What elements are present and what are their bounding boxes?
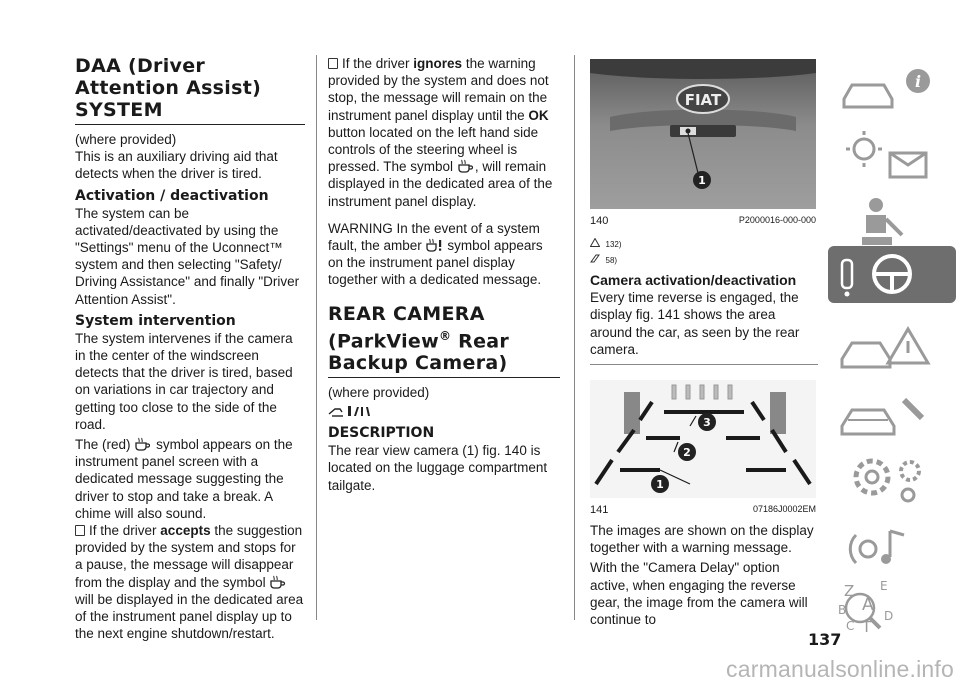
rear-title-a: REAR CAMERA (ParkView bbox=[328, 302, 485, 352]
nav-technical-data[interactable] bbox=[828, 449, 956, 506]
images-text-1: The images are shown on the display together with a warning message. bbox=[590, 523, 814, 556]
nav-safety[interactable] bbox=[828, 193, 956, 250]
note-icon bbox=[590, 254, 600, 263]
activation-text: The system can be activated/deactivated by using the "Settings" menu of the Uconnect™ system and then selecting "Safety/ Driving Assistance" and finally "Driver Attention Assist". bbox=[75, 205, 300, 307]
bullet-icon bbox=[75, 525, 85, 536]
red-post-text: symbol appears on the instrument panel screen with a dedicated message suggesting the driver to stop and take a break. A chime will also sound. bbox=[75, 437, 293, 521]
ignores-mid: the warning provided by the system and does not stop, the message will remain on the instrument panel display until the bbox=[328, 56, 549, 123]
svg-text:i: i bbox=[914, 72, 922, 91]
heading-intervention: System intervention bbox=[75, 312, 236, 329]
coffee-cup-icon bbox=[269, 575, 287, 589]
column-divider bbox=[316, 55, 317, 620]
accepts-mid: the suggestion provided by the system and stops for a pause, the message will disappear from the display and the symbol bbox=[75, 523, 303, 590]
warning-triangle-icon bbox=[590, 238, 600, 247]
index-icon bbox=[828, 578, 956, 635]
nav-starting-driving[interactable] bbox=[828, 246, 956, 303]
coffee-cup-warning-icon bbox=[426, 238, 444, 252]
camera-activation-text: Every time reverse is engaged, the display fig. 141 shows the area around the car, as seen by the rear camera. bbox=[590, 289, 818, 365]
intro-text: This is an auxiliary driving aid that detects when the driver is tired. bbox=[75, 149, 278, 182]
coffee-cup-icon bbox=[134, 437, 152, 451]
column-daa bbox=[75, 55, 305, 642]
ignores-post: , will remain displayed in the dedicated area of the instrument panel display. bbox=[328, 159, 553, 209]
figure-141 bbox=[590, 380, 816, 516]
where-provided-text: (where provided) bbox=[328, 384, 430, 400]
rear-title-b: Rear Backup Camera) bbox=[328, 329, 510, 374]
multimedia-icon bbox=[828, 517, 956, 574]
accepts-paragraph bbox=[75, 522, 305, 642]
ignores-pre: If the driver bbox=[342, 56, 410, 71]
heading-camera-activation: Camera activation/deactivation bbox=[590, 272, 797, 289]
accepts-post: will be displayed in the dedicated area of the instrument panel display up to the next engine shutdown/restart. bbox=[75, 591, 304, 642]
figure-number: 141 bbox=[590, 504, 609, 516]
column-images-text bbox=[590, 522, 818, 628]
svg-text:T: T bbox=[862, 618, 872, 635]
figure-caption bbox=[590, 504, 816, 516]
ref-warning-132 bbox=[590, 236, 818, 253]
figure-code: 07186J0002EM bbox=[752, 504, 816, 514]
accepts-keyword: accepts bbox=[160, 523, 211, 539]
ok-keyword: OK bbox=[528, 107, 549, 123]
car-info-icon bbox=[828, 57, 956, 114]
svg-text:A: A bbox=[862, 595, 874, 615]
nav-emergency[interactable] bbox=[828, 315, 956, 372]
nav-maintenance[interactable] bbox=[828, 382, 956, 439]
safety-seat-icon bbox=[828, 193, 956, 250]
accepts-pre: If the driver bbox=[89, 523, 157, 539]
ignores-paragraph bbox=[328, 55, 560, 210]
ignores-mid2: button located on the left hand side controls of the steering wheel is pressed. The symbol bbox=[328, 124, 539, 175]
red-pre-text: The (red) bbox=[75, 437, 131, 453]
warning-paragraph bbox=[328, 220, 560, 289]
rear-camera-icon bbox=[328, 404, 374, 420]
nav-index[interactable] bbox=[828, 578, 956, 635]
svg-text:D: D bbox=[884, 609, 894, 623]
section-title-daa: DAA (Driver Attention Assist) SYSTEM bbox=[75, 55, 305, 125]
column-camera-activation bbox=[590, 236, 818, 365]
coffee-cup-icon bbox=[457, 159, 475, 173]
bullet-icon bbox=[328, 58, 338, 69]
svg-text:E: E bbox=[880, 579, 888, 593]
tailgate-camera-image bbox=[590, 59, 816, 209]
figure-140 bbox=[590, 59, 816, 227]
description-text: The rear view camera (1) fig. 140 is located on the luggage compartment tailgate. bbox=[328, 443, 548, 493]
technical-data-icon bbox=[828, 449, 956, 506]
callout-badge-1: 1 bbox=[698, 174, 706, 187]
warning-pre: WARNING In the event of a system fault, the amber bbox=[328, 220, 540, 254]
callout-badge-1: 1 bbox=[656, 478, 664, 491]
intervention-text: The system intervenes if the camera in the center of the windscreen detects that the driver is tired, based on variations in car trajectory and getting too close to the side of the road. bbox=[75, 330, 293, 432]
column-rear-camera bbox=[328, 55, 560, 494]
figure-caption bbox=[590, 215, 816, 227]
column-divider bbox=[574, 55, 575, 620]
section-title-rear-camera bbox=[328, 303, 560, 378]
page-number: 137 bbox=[808, 630, 842, 649]
figure-number: 140 bbox=[590, 215, 609, 227]
where-provided-text: (where provided) bbox=[75, 132, 177, 147]
registered-mark: ® bbox=[438, 328, 452, 343]
svg-text:Z: Z bbox=[844, 582, 855, 600]
nav-multimedia[interactable] bbox=[828, 517, 956, 574]
maintenance-icon bbox=[828, 382, 956, 439]
nav-car-info[interactable] bbox=[828, 57, 956, 114]
figure-code: P2000016-000-000 bbox=[738, 215, 816, 225]
red-symbol-paragraph bbox=[75, 436, 305, 522]
rear-camera-display-image bbox=[590, 380, 816, 498]
ignores-keyword: ignores bbox=[413, 56, 463, 71]
nav-warning-lights[interactable] bbox=[828, 125, 956, 182]
warning-lights-icon bbox=[828, 125, 956, 182]
starting-driving-icon bbox=[828, 246, 956, 303]
svg-text:C: C bbox=[846, 619, 855, 633]
ref-note-58 bbox=[590, 253, 818, 268]
callout-badge-3: 3 bbox=[703, 416, 711, 429]
heading-activation: Activation / deactivation bbox=[75, 187, 269, 204]
watermark-text: carmanualsonline.info bbox=[726, 656, 954, 682]
images-text-2: With the "Camera Delay" option active, when engaging the reverse gear, the image from the camera will continue to bbox=[590, 560, 808, 628]
emergency-icon bbox=[828, 315, 956, 372]
svg-text:B: B bbox=[838, 603, 847, 617]
fiat-logo-text: FIAT bbox=[684, 91, 722, 109]
warning-post: symbol appears on the instrument panel display together with a dedicated message. bbox=[328, 238, 543, 288]
ref-132: 132) bbox=[605, 240, 622, 250]
ref-58: 58) bbox=[605, 256, 618, 266]
heading-description: DESCRIPTION bbox=[328, 425, 435, 442]
callout-badge-2: 2 bbox=[683, 446, 691, 459]
